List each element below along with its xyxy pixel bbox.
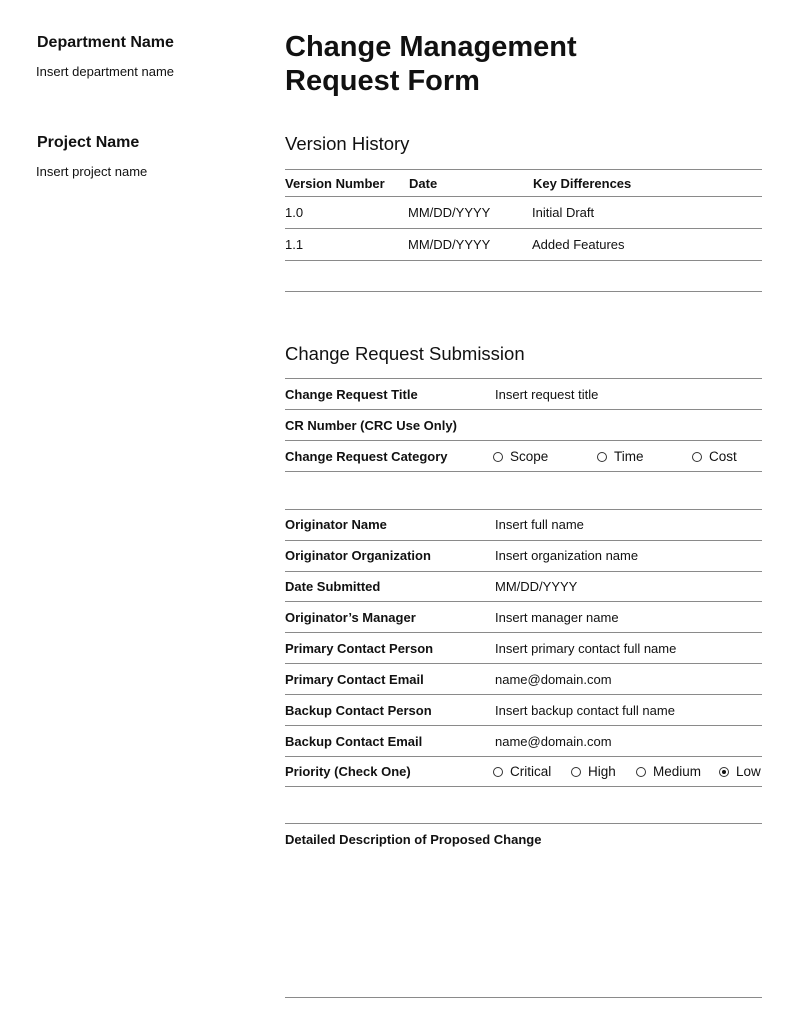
divider bbox=[285, 663, 762, 664]
backup-contact-person-field[interactable]: Insert backup contact full name bbox=[495, 703, 675, 718]
primary-contact-person-label: Primary Contact Person bbox=[285, 641, 434, 656]
radio-unchecked-icon bbox=[571, 767, 581, 777]
divider bbox=[285, 632, 762, 633]
priority-label: Priority (Check One) bbox=[285, 764, 411, 779]
primary-contact-email-field[interactable]: name@domain.com bbox=[495, 672, 612, 687]
date-cell[interactable]: MM/DD/YYYY bbox=[408, 237, 491, 252]
table-row-empty[interactable] bbox=[285, 261, 762, 291]
date-submitted-field[interactable]: MM/DD/YYYY bbox=[495, 579, 578, 594]
divider bbox=[285, 997, 762, 998]
originator-name-label: Originator Name bbox=[285, 517, 387, 532]
department-name-heading: Department Name bbox=[37, 34, 174, 51]
radio-label: Medium bbox=[653, 764, 702, 779]
originator-organization-field[interactable]: Insert organization name bbox=[495, 548, 639, 563]
originator-name-field[interactable]: Insert full name bbox=[495, 517, 584, 532]
radio-label: High bbox=[588, 764, 616, 779]
detailed-description-label: Detailed Description of Proposed Change bbox=[285, 832, 542, 847]
date-cell[interactable]: MM/DD/YYYY bbox=[408, 205, 491, 220]
priority-radio-high[interactable] bbox=[571, 764, 616, 779]
divider bbox=[285, 471, 762, 472]
divider bbox=[285, 228, 762, 229]
column-header-version: Version Number bbox=[285, 176, 385, 191]
column-header-date: Date bbox=[409, 176, 438, 191]
radio-label: Low bbox=[736, 764, 761, 779]
divider bbox=[285, 725, 762, 726]
radio-unchecked-icon bbox=[493, 452, 503, 462]
radio-label: Time bbox=[614, 449, 644, 464]
project-name-field[interactable]: Insert project name bbox=[36, 164, 148, 179]
radio-label: Scope bbox=[510, 449, 549, 464]
version-cell[interactable]: 1.0 bbox=[285, 205, 304, 220]
divider bbox=[285, 509, 762, 510]
primary-contact-email-label: Primary Contact Email bbox=[285, 672, 424, 687]
date-submitted-label: Date Submitted bbox=[285, 579, 381, 594]
category-radio-time[interactable] bbox=[597, 449, 644, 464]
divider bbox=[285, 196, 762, 197]
backup-contact-person-label: Backup Contact Person bbox=[285, 703, 432, 718]
change-request-submission-title: Change Request Submission bbox=[285, 343, 525, 364]
key-differences-cell[interactable]: Initial Draft bbox=[532, 205, 595, 220]
radio-label: Cost bbox=[709, 449, 737, 464]
version-history-title: Version History bbox=[285, 133, 410, 154]
column-header-key-differences: Key Differences bbox=[533, 176, 632, 191]
version-cell[interactable]: 1.1 bbox=[285, 237, 304, 252]
divider bbox=[285, 786, 762, 787]
priority-radio-critical[interactable] bbox=[493, 764, 551, 779]
divider bbox=[285, 440, 762, 441]
radio-checked-icon bbox=[719, 767, 729, 777]
change-request-title-field[interactable]: Insert request title bbox=[495, 387, 599, 402]
originator-manager-field[interactable]: Insert manager name bbox=[495, 610, 619, 625]
divider bbox=[285, 169, 762, 170]
category-radio-cost[interactable] bbox=[692, 449, 737, 464]
priority-radio-low[interactable] bbox=[719, 764, 761, 779]
divider bbox=[285, 694, 762, 695]
radio-unchecked-icon bbox=[597, 452, 607, 462]
divider bbox=[285, 756, 762, 757]
priority-radio-medium[interactable] bbox=[636, 764, 701, 779]
originator-organization-label: Originator Organization bbox=[285, 548, 431, 563]
project-name-heading: Project Name bbox=[37, 134, 140, 151]
backup-contact-email-label: Backup Contact Email bbox=[285, 734, 423, 749]
page-title-line-1: Change Management bbox=[285, 31, 577, 63]
page-title-line-2: Request Form bbox=[285, 65, 480, 97]
category-radio-scope[interactable] bbox=[493, 449, 548, 464]
radio-label: Critical bbox=[510, 764, 552, 779]
change-request-category-label: Change Request Category bbox=[285, 449, 448, 464]
radio-unchecked-icon bbox=[493, 767, 503, 777]
radio-unchecked-icon bbox=[636, 767, 646, 777]
divider bbox=[285, 291, 762, 292]
page-title bbox=[285, 30, 577, 98]
divider bbox=[285, 409, 762, 410]
change-request-title-label: Change Request Title bbox=[285, 387, 418, 402]
divider bbox=[285, 823, 762, 824]
detailed-description-field[interactable] bbox=[285, 852, 762, 992]
divider bbox=[285, 571, 762, 572]
divider bbox=[285, 378, 762, 379]
primary-contact-person-field[interactable]: Insert primary contact full name bbox=[495, 641, 677, 656]
cr-number-label: CR Number (CRC Use Only) bbox=[285, 418, 457, 433]
cr-number-field[interactable] bbox=[495, 418, 762, 434]
key-differences-cell[interactable]: Added Features bbox=[532, 237, 625, 252]
divider bbox=[285, 540, 762, 541]
divider bbox=[285, 601, 762, 602]
backup-contact-email-field[interactable]: name@domain.com bbox=[495, 734, 612, 749]
radio-unchecked-icon bbox=[692, 452, 702, 462]
originator-manager-label: Originator’s Manager bbox=[285, 610, 416, 625]
department-name-field[interactable]: Insert department name bbox=[36, 64, 175, 79]
